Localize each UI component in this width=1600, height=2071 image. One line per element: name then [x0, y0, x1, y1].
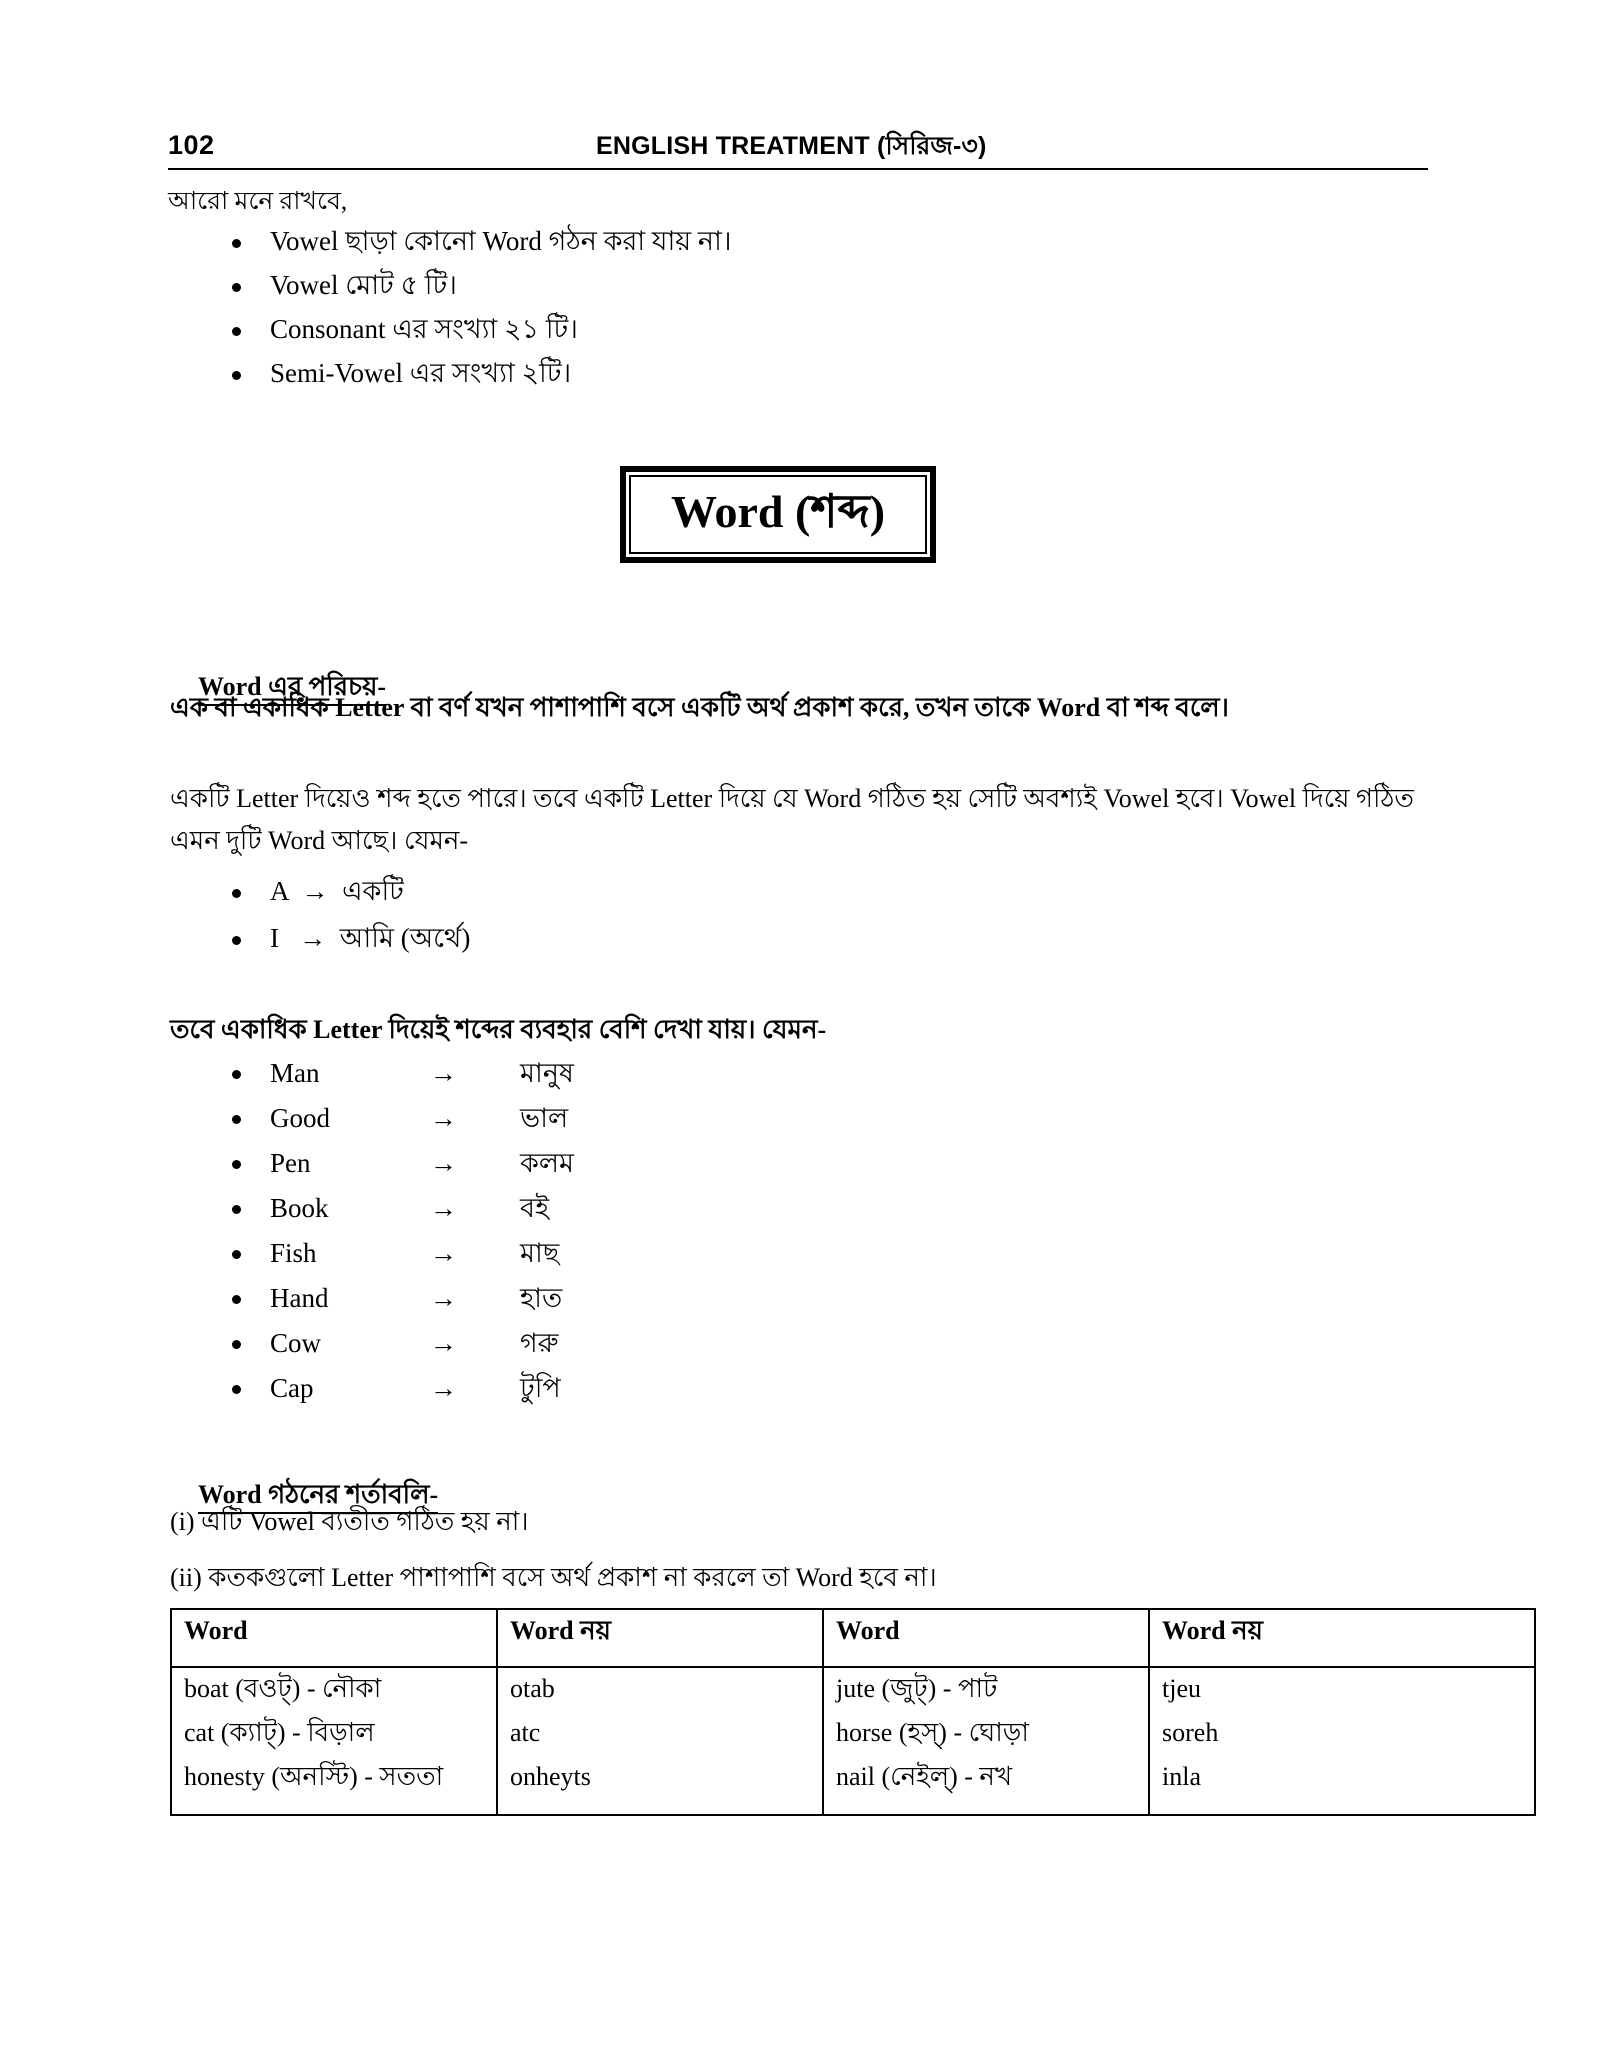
list-item — [222, 1105, 574, 1132]
table-header-cell: Word — [171, 1609, 497, 1667]
single-letter-word-list — [222, 878, 470, 972]
rule-condition-1: (i) এটি Vowel ব্যতীত গঠিত হয় না। — [170, 1507, 529, 1536]
arrow-icon: → — [430, 1238, 457, 1268]
table-cell-nonwords-1 — [497, 1667, 823, 1815]
facts-bullet-list — [222, 228, 732, 404]
table-cell-line: atc — [510, 1718, 541, 1747]
table-cell-line: otab — [510, 1674, 555, 1703]
table-header-cell: Word — [823, 1609, 1149, 1667]
table-cell-line: nail (নেইল্) - নখ — [836, 1762, 1013, 1791]
word-english: Pen — [270, 1148, 311, 1178]
word-english: Book — [270, 1193, 329, 1223]
table-cell-line: onheyts — [510, 1762, 591, 1791]
word-english: Good — [270, 1103, 330, 1133]
arrow-icon: → — [430, 1328, 457, 1358]
word-bangla: কলম — [520, 1148, 574, 1178]
list-item: A → একটি — [222, 878, 470, 905]
table-header-cell: Word নয় — [1149, 1609, 1535, 1667]
word-bangla: হাত — [520, 1283, 563, 1313]
word-bangla: গরু — [520, 1328, 559, 1358]
table-cell-line: soreh — [1162, 1718, 1219, 1747]
word-bangla: মানুষ — [520, 1058, 574, 1088]
table-cell-line: tjeu — [1162, 1674, 1201, 1703]
table-cell-line: inla — [1162, 1762, 1201, 1791]
arrow-icon: → — [430, 1373, 457, 1403]
list-item — [222, 1195, 574, 1222]
word-english: Hand — [270, 1283, 329, 1313]
word-bangla: ভাল — [520, 1103, 569, 1133]
table-body — [171, 1667, 1535, 1815]
list-item: I → আমি (অর্থে) — [222, 925, 470, 952]
table-cell-words-1 — [171, 1667, 497, 1815]
arrow-icon: → — [430, 1193, 457, 1223]
word-english: Fish — [270, 1238, 317, 1268]
list-item — [222, 1060, 574, 1087]
table-head — [171, 1609, 1535, 1667]
word-bangla: মাছ — [520, 1238, 560, 1268]
word-definition-paragraph: এক বা একাধিক Letter বা বর্ণ যখন পাশাপাশি বসে একটি অর্থ প্রকাশ করে, তখন তাকে Word বা শব্দ বলে। — [170, 693, 1229, 722]
header-divider — [168, 168, 1428, 170]
title-box-outer-border — [620, 466, 936, 563]
page-header — [168, 126, 1428, 169]
word-bangla: টুপি — [520, 1373, 561, 1403]
word-translation-list — [222, 1060, 574, 1420]
table-header-cell: Word নয় — [497, 1609, 823, 1667]
arrow-icon: → — [430, 1103, 457, 1133]
table-cell-line: cat (ক্যাট্) - বিড়াল — [184, 1718, 375, 1747]
subheading-text: Word এর পরিচয়- — [198, 671, 386, 706]
word-vs-nonword-table — [170, 1608, 1536, 1816]
table-cell-line: honesty (অনস্টি) - সততা — [184, 1762, 444, 1791]
table-cell-line: horse (হস্) - ঘোড়া — [836, 1718, 1029, 1747]
list-item: Consonant এর সংখ্যা ২১ টি। — [222, 316, 732, 343]
list-item — [222, 1375, 574, 1402]
word-english: Man — [270, 1058, 320, 1088]
arrow-icon: → — [430, 1058, 457, 1088]
title-box-inner-border — [629, 475, 927, 554]
list-item — [222, 1150, 574, 1177]
table-cell-line: jute (জুট্) - পাট — [836, 1674, 998, 1703]
intro-lead-line: আরো মনে রাখবে, — [168, 188, 348, 215]
arrow-icon: → — [430, 1148, 457, 1178]
table-cell-nonwords-2 — [1149, 1667, 1535, 1815]
table-cell-words-2 — [823, 1667, 1149, 1815]
list-item — [222, 1285, 574, 1312]
rule-condition-2: (ii) কতকগুলো Letter পাশাপাশি বসে অর্থ প্রকাশ না করলে তা Word হবে না। — [170, 1563, 937, 1592]
table-header-row — [171, 1609, 1535, 1667]
word-title-box — [620, 466, 936, 563]
table-cell-line: boat (বওট্) - নৌকা — [184, 1674, 382, 1703]
arrow-icon: → — [430, 1283, 457, 1313]
section-title: Word (শব্দ) — [671, 486, 886, 537]
list-item — [222, 1330, 574, 1357]
single-letter-paragraph: একটি Letter দিয়েও শব্দ হতে পারে। তবে একটি Letter দিয়ে যে Word গঠিত হয় সেটি অবশ্যই Vowel হবে। Vowel দিয়ে গঠিত এমন দুটি Word আছে। যেমন- — [170, 784, 1421, 856]
subheading-text: Word গঠনের শর্তাবলি- — [198, 1479, 438, 1514]
word-english: Cap — [270, 1373, 314, 1403]
list-item: Vowel মোট ৫ টি। — [222, 272, 732, 299]
word-bangla: বই — [520, 1193, 550, 1223]
list-item: Semi-Vowel এর সংখ্যা ২টি। — [222, 360, 732, 387]
multi-letter-intro-line: তবে একাধিক Letter দিয়েই শব্দের ব্যবহার বেশি দেখা যায়। যেমন- — [170, 1015, 827, 1044]
list-item: Vowel ছাড়া কোনো Word গঠন করা যায় না। — [222, 228, 732, 255]
table-row — [171, 1667, 1535, 1815]
page-number: 102 — [168, 130, 215, 160]
word-english: Cow — [270, 1328, 322, 1358]
book-title: ENGLISH TREATMENT (সিরিজ-৩) — [596, 132, 987, 160]
list-item — [222, 1240, 574, 1267]
